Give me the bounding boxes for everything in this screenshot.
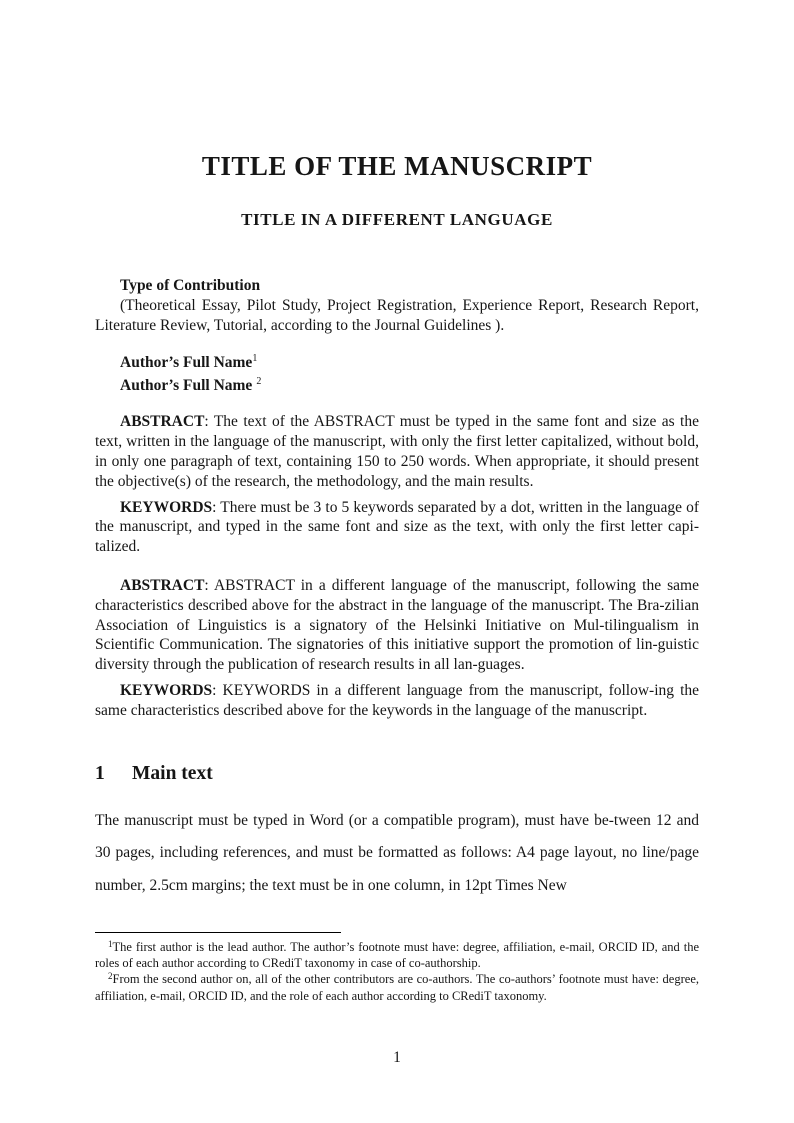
keywords-primary-text: : There must be 3 to 5 keywords separated by a dot, written in the language of the manuscript, and typed in the same font and size as the text, with only the first letter capi-talized. [95, 498, 699, 556]
keywords-secondary-label: KEYWORDS [120, 681, 213, 699]
authors-block [95, 352, 699, 397]
abstract-secondary-label: ABSTRACT [120, 576, 205, 594]
keywords-primary-paragraph [95, 498, 699, 557]
page-number: 1 [393, 1049, 401, 1066]
footnote-rule [95, 932, 341, 933]
footnote-ref: 1 [108, 939, 113, 949]
footnote [95, 971, 699, 1003]
footnote-text: From the second author on, all of the other contributors are co-authors. The co-authors’ footnote must have: degree, affiliation, e-mail, ORCID ID, and the role of each author according to CRediT taxonomy. [95, 972, 699, 1003]
footnote [95, 939, 699, 971]
abstract-primary-paragraph [95, 412, 699, 491]
footnotes-block [95, 932, 699, 1004]
page-subtitle: TITLE IN A DIFFERENT LANGUAGE [241, 210, 553, 229]
abstract-primary-text: : The text of the ABSTRACT must be typed in the same font and size as the text, written in the language of the manuscript, with only the first letter capitalized, without bold, in only one paragraph of text, containing 150 to 250 words. When appropriate, it should present the objective(s) of the research, the methodology, and the main results. [95, 413, 699, 490]
keywords-secondary-paragraph [95, 681, 699, 721]
contribution-label: Type of Contribution [120, 277, 261, 294]
author-line [95, 375, 699, 398]
abstract-secondary-text: : ABSTRACT in a different language of the manuscript, following the same characteristics described above for the abstract in the language of the manuscript. The Bra-zilian Association of Linguistics is a signatory of the Helsinki Initiative on Mul-tilingualism in Scientific Communication. The signatories of this initiative support the promotion of lin-guistic diversity through the publication of research results in all lan-guages. [95, 576, 699, 674]
author-name: Author’s Full Name [120, 376, 253, 394]
author-line [95, 352, 699, 375]
section-title: Main text [132, 762, 213, 784]
keywords-primary-label: KEYWORDS [120, 498, 213, 516]
section-heading [95, 762, 699, 786]
section-number: 1 [95, 762, 105, 784]
author-footnote-ref: 2 [256, 375, 262, 387]
footnote-ref: 2 [108, 971, 113, 982]
footnote-text: The first author is the lead author. The author’s footnote must have: degree, affiliation, e-mail, ORCID ID, and the roles of each author according to CRediT taxonomy in case of co-authorship. [95, 940, 699, 971]
keywords-secondary-text: : KEYWORDS in a different language from the manuscript, follow-ing the same characteristics described above for the keywords in the language of the manuscript. [95, 681, 699, 719]
page-title: TITLE OF THE MANUSCRIPT [201, 151, 593, 181]
contribution-text-paragraph [95, 296, 699, 336]
contribution-label-paragraph [95, 276, 699, 296]
abstract-secondary-paragraph [95, 576, 699, 675]
abstract-primary-label: ABSTRACT [120, 413, 205, 431]
main-text: The manuscript must be typed in Word (or a compatible program), must have be-tween 12 and 30 pages, including references, and must be formatted as follows: A4 page layout, no line/page number, 2.5cm margins; the text must be in one column, in 12pt Times New [95, 811, 699, 895]
author-name: Author’s Full Name [120, 354, 253, 372]
main-text-paragraph [95, 805, 699, 903]
contribution-text: (Theoretical Essay, Pilot Study, Project Registration, Experience Report, Research Report, Literature Review, Tutorial, according to the Journal Guidelines ). [95, 296, 699, 334]
author-footnote-ref: 1 [252, 353, 258, 365]
